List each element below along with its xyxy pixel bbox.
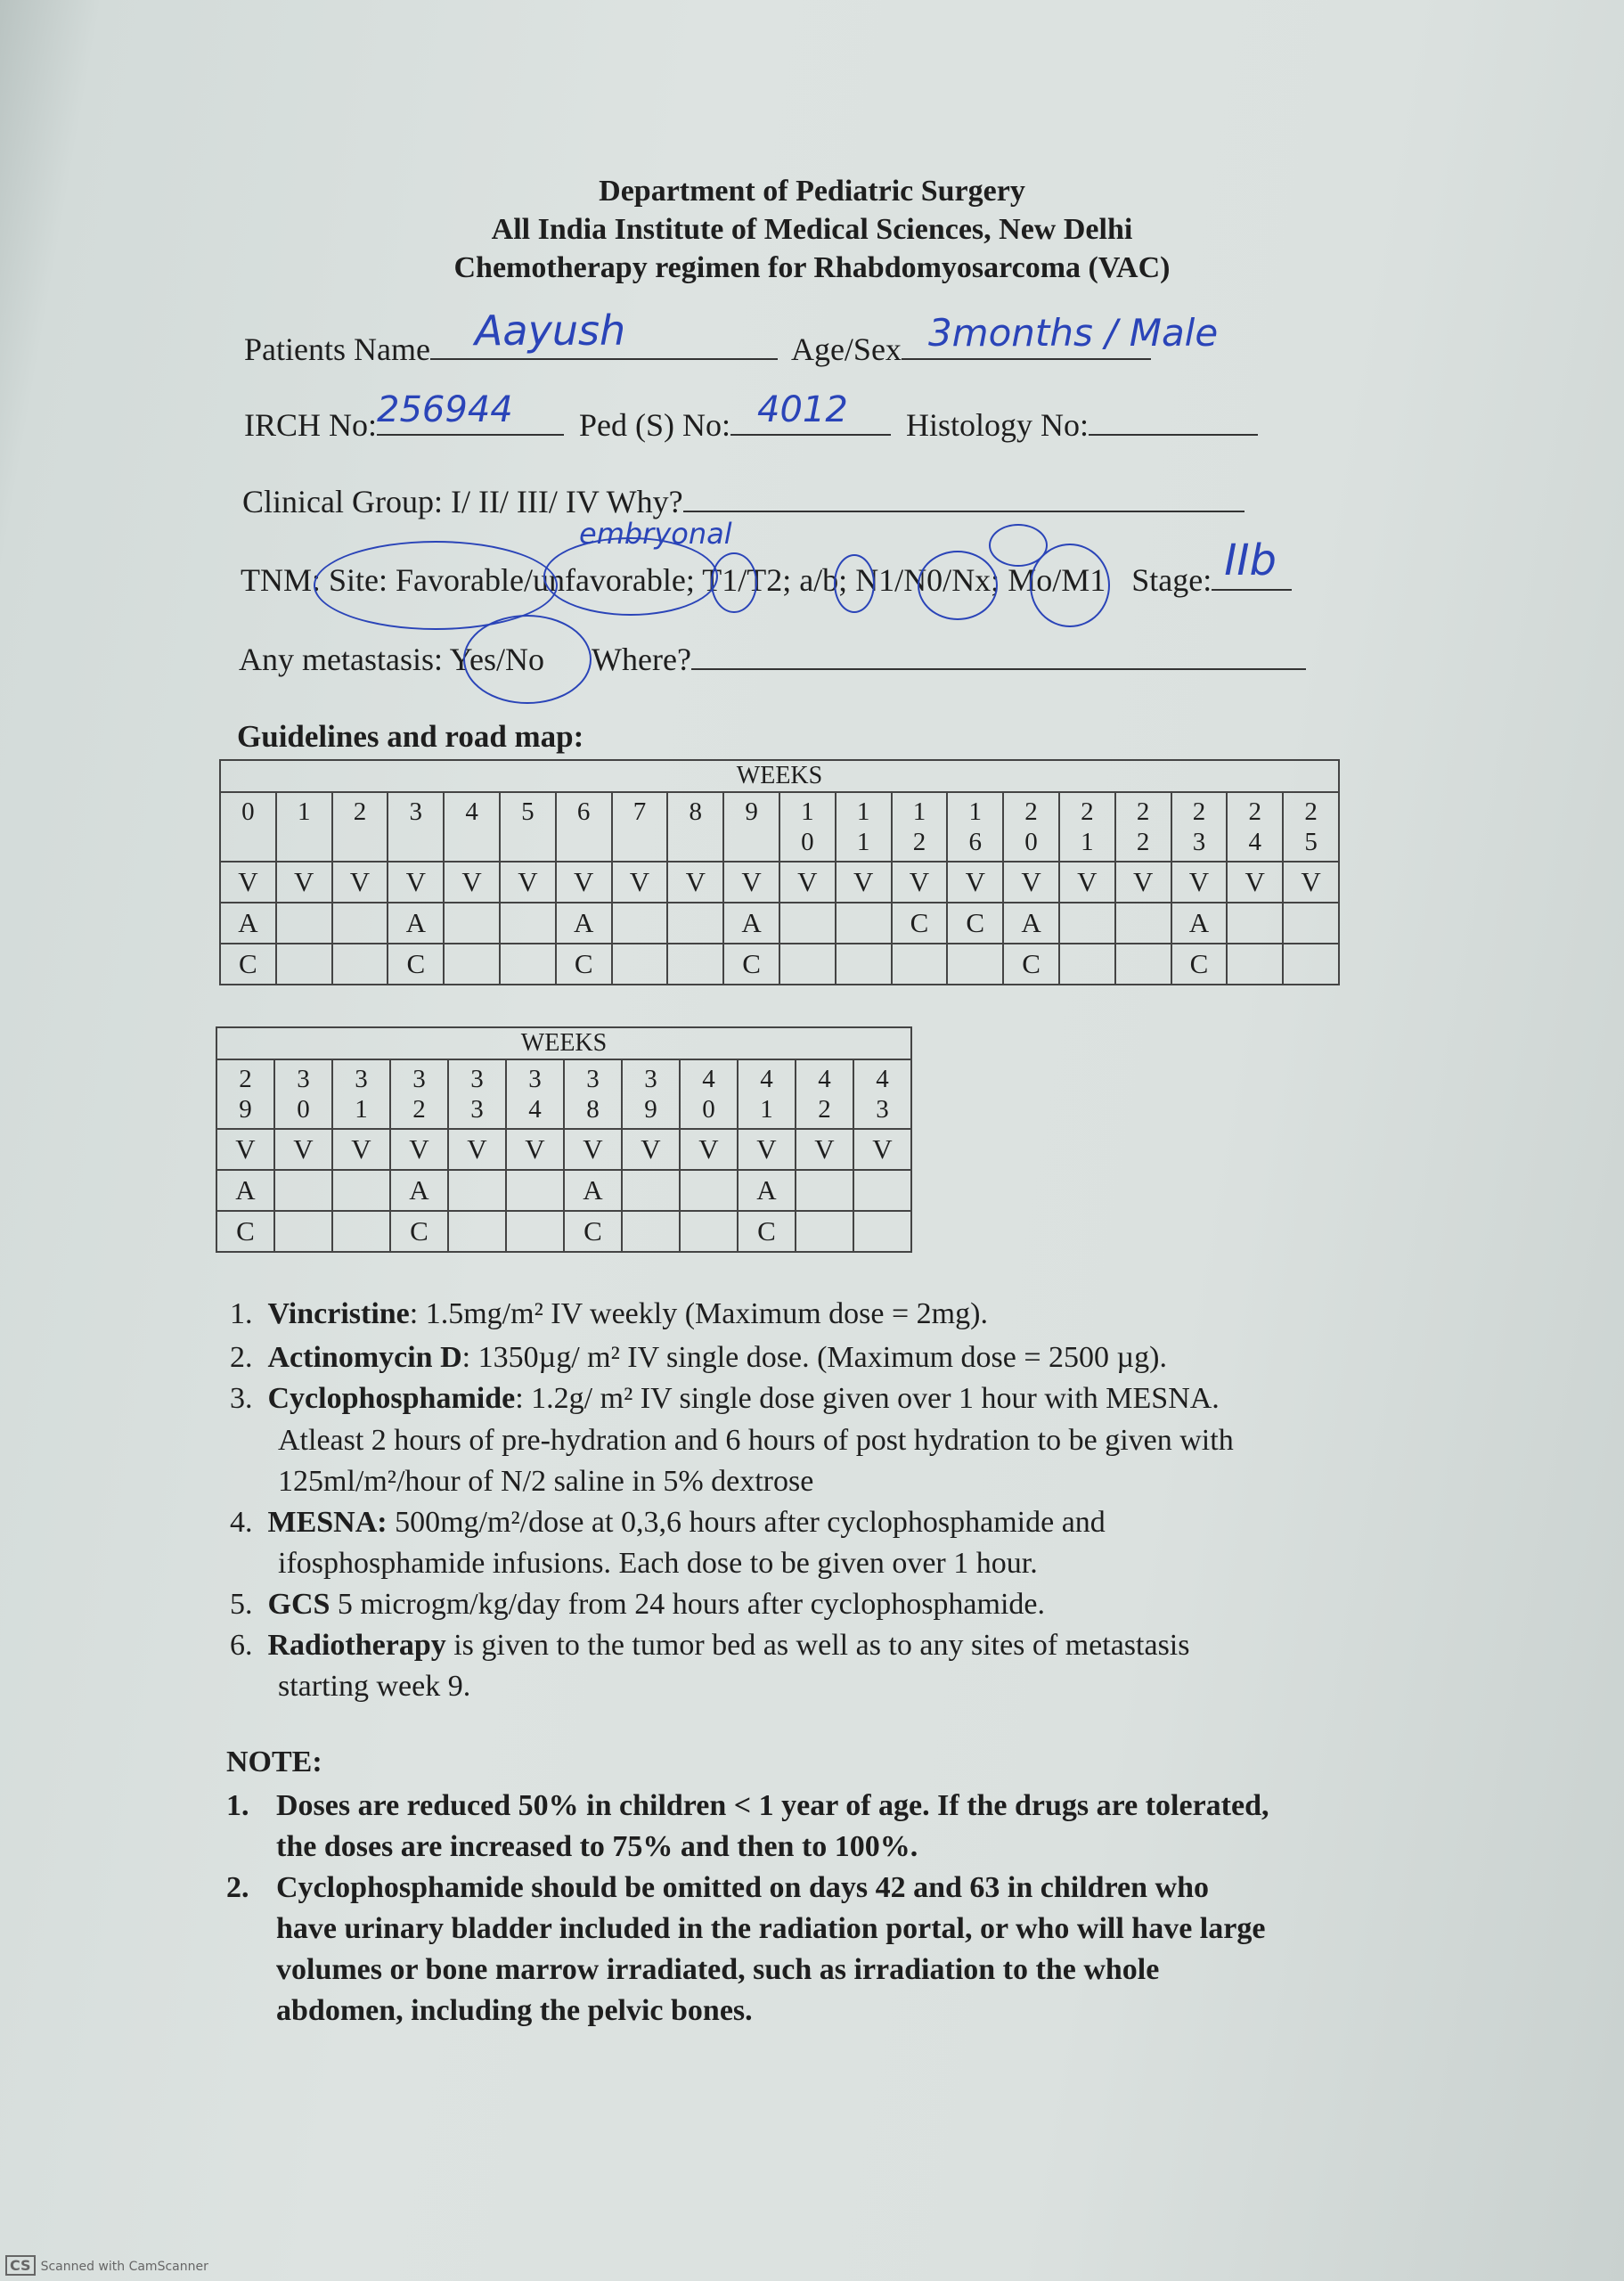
cyclophosphamide-cell: C (1003, 944, 1059, 985)
drug-text: : 1.5mg/m² IV weekly (Maximum dose = 2mg). (409, 1297, 988, 1330)
week-digit: 4 (465, 797, 478, 826)
week-digit: 1 (968, 797, 982, 826)
tnm-histology-annotation: embryonal (579, 517, 732, 551)
histology-field[interactable] (1089, 404, 1258, 436)
drug-name: Cyclophosphamide (267, 1382, 516, 1415)
circle-unfavorable-mark (543, 537, 718, 616)
week-digit: 3 (297, 1065, 310, 1093)
cyclophosphamide-cell (274, 1211, 332, 1252)
week-digit: 1 (856, 828, 870, 856)
actinomycin-cell (332, 1170, 390, 1211)
week-digit (668, 827, 722, 857)
drug-item-2 (230, 1337, 1167, 1378)
actinomycin-cell (274, 1170, 332, 1211)
stage-handwritten: IIb (1224, 536, 1277, 585)
week-digit: 1 (856, 797, 870, 826)
note-title: NOTE: (226, 1745, 322, 1778)
ped-field[interactable] (730, 389, 891, 436)
cyclophosphamide-cell: C (556, 944, 612, 985)
week-digit: 2 (353, 797, 367, 826)
drug-item-1 (230, 1294, 988, 1335)
note-item-1-line-1: Doses are reduced 50% in children < 1 year of age. If the drugs are tolerated, (276, 1789, 1269, 1822)
week-digit: 5 (521, 797, 535, 826)
cyclophosphamide-cell: C (1171, 944, 1228, 985)
vincristine-cell: V (220, 862, 276, 903)
week-digit: 9 (644, 1095, 657, 1124)
drug-text: : 1.2g/ m² IV single dose given over 1 hour with MESNA. (515, 1382, 1220, 1415)
where-label: Where? (592, 642, 691, 677)
header-regimen-title: Chemotherapy regimen for Rhabdomyosarcoma (VAC) (453, 251, 1171, 284)
weeks-title: WEEKS (216, 1027, 911, 1059)
actinomycin-cell (1115, 903, 1171, 944)
circle-n0-mark (918, 551, 998, 620)
week-cell (1283, 792, 1339, 862)
drug-text: 500mg/m²/dose at 0,3,6 hours after cyclophosphamide and (387, 1506, 1106, 1539)
week-digit: 7 (632, 797, 647, 826)
week-digit: 3 (876, 1095, 889, 1124)
tnm-options: TNM: Site: Favorable/unfavorable; T1/T2; a/b; N1/N0/Nx; Mo/M1 (241, 562, 1106, 598)
vincristine-cell: V (612, 862, 668, 903)
week-digit: 2 (1081, 797, 1094, 826)
camscanner-logo-icon: CS (5, 2255, 36, 2276)
week-digit: 2 (239, 1065, 252, 1093)
drug-item-number: 4. (230, 1506, 253, 1539)
vincristine-cell: V (276, 862, 332, 903)
cyclophosphamide-cell (448, 1211, 506, 1252)
age-sex-handwritten: 3months / Male (927, 311, 1219, 355)
note-item-2-line-4: abdomen, including the pelvic bones. (276, 1994, 753, 2027)
clinical-group-row (242, 480, 1245, 520)
week-cell (612, 792, 668, 862)
week-digit: 0 (297, 1095, 310, 1124)
week-digit: 6 (968, 828, 982, 856)
actinomycin-cell: C (947, 903, 1003, 944)
cyclophosphamide-cell: C (723, 944, 779, 985)
drug-item-6 (230, 1625, 1189, 1666)
drug-item-3-line-2: Atleast 2 hours of pre-hydration and 6 hours of post hydration to be given with (278, 1424, 1234, 1457)
drug-item-number: 2. (230, 1341, 253, 1374)
vincristine-cell: V (892, 862, 948, 903)
week-cell (390, 1059, 448, 1129)
week-digit (557, 827, 611, 857)
week-digit: 0 (702, 1095, 715, 1124)
drug-name: GCS (267, 1588, 331, 1621)
cyclophosphamide-cell (332, 944, 388, 985)
drug-item-number: 1. (230, 1297, 253, 1330)
week-digit: 4 (1248, 828, 1261, 856)
week-digit: 2 (1304, 797, 1318, 826)
metastasis-row (239, 638, 1306, 678)
cyclophosphamide-cell: C (738, 1211, 796, 1252)
week-cell (1171, 792, 1228, 862)
actinomycin-cell (332, 903, 388, 944)
week-digit: 1 (1081, 828, 1094, 856)
week-cell (444, 792, 500, 862)
week-cell (276, 792, 332, 862)
week-digit: 0 (801, 828, 814, 856)
vincristine-cell: V (390, 1129, 448, 1170)
vincristine-cell: V (332, 1129, 390, 1170)
vincristine-cell: V (444, 862, 500, 903)
week-digit: 6 (576, 797, 591, 826)
vincristine-cell: V (564, 1129, 622, 1170)
vincristine-cell: V (332, 862, 388, 903)
week-cell (216, 1059, 274, 1129)
irch-label: IRCH No: (244, 407, 378, 443)
week-digit (221, 827, 275, 857)
week-cell (622, 1059, 680, 1129)
age-sex-field[interactable] (902, 311, 1219, 360)
cyclophosphamide-cell (779, 944, 836, 985)
cyclophosphamide-cell (500, 944, 556, 985)
note-item-2-line-1: Cyclophosphamide should be omitted on days 42 and 63 in children who (276, 1871, 1210, 1904)
actinomycin-cell (1283, 903, 1339, 944)
vincristine-cell: V (680, 1129, 738, 1170)
week-cell (506, 1059, 564, 1129)
week-cell (892, 792, 948, 862)
vincristine-cell: V (1003, 862, 1059, 903)
week-digit: 1 (912, 797, 926, 826)
vincristine-cell: V (738, 1129, 796, 1170)
vincristine-cell: V (500, 862, 556, 903)
weeks-table-1 (219, 759, 1340, 985)
week-cell (448, 1059, 506, 1129)
vincristine-cell: V (556, 862, 612, 903)
week-digit: 3 (470, 1065, 484, 1093)
actinomycin-cell (500, 903, 556, 944)
week-digit: 2 (1248, 797, 1261, 826)
cyclophosphamide-cell (853, 1211, 911, 1252)
vincristine-cell: V (506, 1129, 564, 1170)
drug-item-4-line-2: ifosphosphamide infusions. Each dose to be given over 1 hour. (278, 1547, 1038, 1580)
actinomycin-cell (1059, 903, 1115, 944)
vincristine-cell: V (779, 862, 836, 903)
week-cell (947, 792, 1003, 862)
note-item-2-line-3: volumes or bone marrow irradiated, such as irradiation to the whole (276, 1953, 1160, 1986)
week-cell (779, 792, 836, 862)
week-digit (613, 827, 667, 857)
note-item-2-number: 2. (226, 1871, 249, 1904)
drug-item-5 (230, 1584, 1045, 1625)
actinomycin-cell: A (1171, 903, 1228, 944)
week-cell (1227, 792, 1283, 862)
cyclophosphamide-cell: C (564, 1211, 622, 1252)
week-digit: 3 (412, 1065, 426, 1093)
week-cell (220, 792, 276, 862)
week-digit: 0 (1024, 828, 1038, 856)
vincristine-cell: V (1059, 862, 1115, 903)
week-cell (556, 792, 612, 862)
actinomycin-cell (836, 903, 892, 944)
week-digit: 4 (528, 1095, 542, 1124)
circle-m0-mark (1030, 544, 1110, 627)
actinomycin-cell (612, 903, 668, 944)
week-cell (796, 1059, 853, 1129)
where-field[interactable] (691, 638, 1306, 670)
vincristine-cell: V (1283, 862, 1339, 903)
week-cell (738, 1059, 796, 1129)
vincristine-cell: V (1227, 862, 1283, 903)
vincristine-cell: V (796, 1129, 853, 1170)
actinomycin-cell: A (220, 903, 276, 944)
week-cell (723, 792, 779, 862)
drug-item-4 (230, 1502, 1106, 1543)
week-digit: 1 (297, 797, 311, 826)
week-digit: 9 (745, 797, 758, 826)
patient-name-label: Patients Name (244, 331, 430, 367)
cyclophosphamide-cell (796, 1211, 853, 1252)
vincristine-cell: V (853, 1129, 911, 1170)
patient-name-field[interactable] (430, 307, 778, 360)
week-digit (724, 827, 779, 857)
week-digit: 9 (239, 1095, 252, 1124)
actinomycin-cell: A (1003, 903, 1059, 944)
weeks-table-2 (216, 1026, 912, 1253)
vincristine-cell: V (274, 1129, 332, 1170)
cyclophosphamide-cell (1059, 944, 1115, 985)
actinomycin-cell (680, 1170, 738, 1211)
week-digit (277, 827, 331, 857)
cyclophosphamide-cell: C (220, 944, 276, 985)
week-digit: 1 (801, 797, 814, 826)
week-digit: 1 (760, 1095, 773, 1124)
cyclophosphamide-cell (506, 1211, 564, 1252)
metastasis-label: Any metastasis: Yes/No (239, 642, 545, 677)
actinomycin-cell (853, 1170, 911, 1211)
week-digit: 4 (760, 1065, 773, 1093)
actinomycin-cell: A (390, 1170, 448, 1211)
actinomycin-cell (448, 1170, 506, 1211)
circle-no-mark (463, 615, 592, 704)
week-digit: 8 (586, 1095, 600, 1124)
note-item-2-line-2: have urinary bladder included in the radiation portal, or who will have large (276, 1912, 1266, 1945)
week-digit (388, 827, 443, 857)
week-digit: 3 (1192, 828, 1206, 856)
actinomycin-cell: A (388, 903, 444, 944)
week-cell (853, 1059, 911, 1129)
drug-item-6-line-2: starting week 9. (278, 1670, 471, 1703)
actinomycin-cell (779, 903, 836, 944)
clinical-group-label: Clinical Group: I/ II/ III/ IV Why? (242, 484, 683, 519)
week-cell (564, 1059, 622, 1129)
week-digit: 2 (1136, 797, 1150, 826)
week-cell (500, 792, 556, 862)
week-cell (274, 1059, 332, 1129)
histology-label: Histology No: (906, 407, 1089, 443)
week-digit (501, 827, 555, 857)
cyclophosphamide-cell (622, 1211, 680, 1252)
actinomycin-cell (667, 903, 723, 944)
week-digit (445, 827, 499, 857)
vincristine-cell: V (622, 1129, 680, 1170)
week-digit: 4 (876, 1065, 889, 1093)
ped-label: Ped (S) No: (579, 407, 731, 443)
week-cell (1059, 792, 1115, 862)
actinomycin-cell: C (892, 903, 948, 944)
drug-name: Radiotherapy (267, 1629, 446, 1662)
week-digit (333, 827, 388, 857)
vincristine-cell: V (1171, 862, 1228, 903)
note-item-1-number: 1. (226, 1789, 249, 1822)
circle-t1-mark (711, 552, 757, 613)
week-digit: 3 (644, 1065, 657, 1093)
cyclophosphamide-cell (836, 944, 892, 985)
vincristine-cell: V (1115, 862, 1171, 903)
cyclophosphamide-cell (947, 944, 1003, 985)
actinomycin-cell (444, 903, 500, 944)
weeks-title: WEEKS (220, 760, 1339, 792)
week-cell (332, 1059, 390, 1129)
drug-item-number: 5. (230, 1588, 253, 1621)
week-digit: 1 (355, 1095, 368, 1124)
week-cell (1003, 792, 1059, 862)
scanner-watermark (5, 2255, 208, 2276)
actinomycin-cell: A (723, 903, 779, 944)
drug-item-number: 3. (230, 1382, 253, 1415)
vincristine-cell: V (448, 1129, 506, 1170)
circle-a-mark (834, 554, 875, 613)
week-digit: 2 (1136, 828, 1150, 856)
drug-item-3 (230, 1378, 1220, 1419)
week-cell (332, 792, 388, 862)
header-institute: All India Institute of Medical Sciences, New Delhi (491, 213, 1133, 246)
actinomycin-cell: A (216, 1170, 274, 1211)
scanner-watermark-text: Scanned with CamScanner (40, 2260, 208, 2274)
actinomycin-cell (796, 1170, 853, 1211)
week-cell (1115, 792, 1171, 862)
week-digit: 2 (412, 1095, 426, 1124)
week-digit: 2 (912, 828, 926, 856)
week-cell (388, 792, 444, 862)
drug-name: Vincristine (267, 1297, 410, 1330)
week-digit: 3 (470, 1095, 484, 1124)
actinomycin-cell: A (564, 1170, 622, 1211)
irch-field[interactable] (377, 389, 564, 436)
week-digit: 3 (586, 1065, 600, 1093)
clinical-group-why-field[interactable] (683, 480, 1245, 512)
vincristine-cell: V (216, 1129, 274, 1170)
stage-label: Stage: (1131, 562, 1212, 598)
week-digit: 3 (528, 1065, 542, 1093)
cyclophosphamide-cell (612, 944, 668, 985)
cyclophosphamide-cell (1115, 944, 1171, 985)
drug-text: 5 microgm/kg/day from 24 hours after cyclophosphamide. (330, 1588, 1046, 1621)
cyclophosphamide-cell: C (216, 1211, 274, 1252)
drug-text: is given to the tumor bed as well as to any sites of metastasis (445, 1629, 1190, 1662)
cyclophosphamide-cell (332, 1211, 390, 1252)
irch-row (244, 389, 1258, 444)
drug-item-number: 6. (230, 1629, 253, 1662)
actinomycin-cell (506, 1170, 564, 1211)
cyclophosphamide-cell (680, 1211, 738, 1252)
header-department: Department of Pediatric Surgery (599, 175, 1025, 208)
vincristine-cell: V (836, 862, 892, 903)
week-digit: 0 (241, 797, 255, 826)
cyclophosphamide-cell (892, 944, 948, 985)
vincristine-cell: V (667, 862, 723, 903)
drug-text: : 1350µg/ m² IV single dose. (Maximum dose = 2500 µg). (461, 1341, 1167, 1374)
age-sex-label: Age/Sex (790, 331, 902, 367)
week-cell (667, 792, 723, 862)
week-digit: 8 (689, 797, 703, 826)
week-cell (836, 792, 892, 862)
stage-field[interactable] (1212, 536, 1292, 591)
guidelines-title: Guidelines and road map: (237, 719, 584, 754)
week-digit: 4 (818, 1065, 831, 1093)
week-digit: 3 (355, 1065, 368, 1093)
actinomycin-cell: A (556, 903, 612, 944)
drug-name: MESNA: (267, 1506, 388, 1539)
cyclophosphamide-cell (444, 944, 500, 985)
drug-item-3-line-3: 125ml/m²/hour of N/2 saline in 5% dextrose (278, 1465, 814, 1498)
week-digit: 3 (409, 797, 423, 826)
irch-handwritten: 256944 (377, 389, 513, 430)
week-cell (680, 1059, 738, 1129)
week-digit: 5 (1304, 828, 1318, 856)
cyclophosphamide-cell: C (390, 1211, 448, 1252)
actinomycin-cell: A (738, 1170, 796, 1211)
cyclophosphamide-cell: C (388, 944, 444, 985)
vincristine-cell: V (947, 862, 1003, 903)
vincristine-cell: V (723, 862, 779, 903)
cyclophosphamide-cell (1227, 944, 1283, 985)
actinomycin-cell (622, 1170, 680, 1211)
patient-name-row (244, 307, 1219, 368)
cyclophosphamide-cell (1283, 944, 1339, 985)
week-digit: 2 (1024, 797, 1038, 826)
patient-name-handwritten: Aayush (474, 307, 626, 355)
cyclophosphamide-cell (276, 944, 332, 985)
actinomycin-cell (1227, 903, 1283, 944)
week-digit: 2 (1192, 797, 1206, 826)
note-item-1-line-2: the doses are increased to 75% and then to 100%. (276, 1830, 918, 1863)
week-digit: 2 (818, 1095, 831, 1124)
week-digit: 4 (702, 1065, 715, 1093)
vincristine-cell: V (388, 862, 444, 903)
drug-name: Actinomycin D (267, 1341, 462, 1374)
ped-handwritten: 4012 (757, 389, 848, 430)
actinomycin-cell (276, 903, 332, 944)
cyclophosphamide-cell (667, 944, 723, 985)
